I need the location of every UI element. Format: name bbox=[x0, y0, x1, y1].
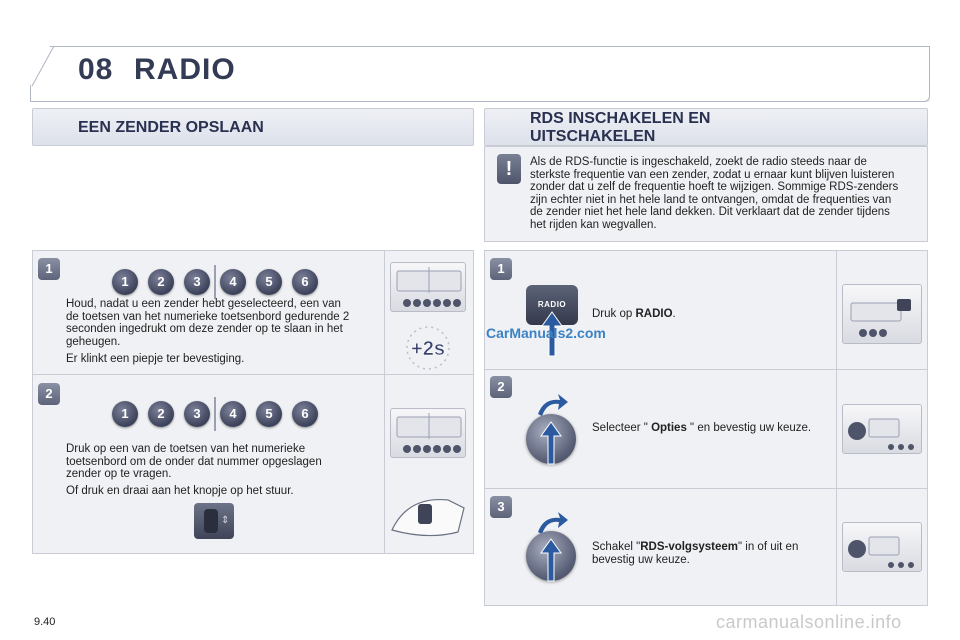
preset-key-6[interactable]: 6 bbox=[292, 269, 318, 295]
step-1-instruction: Houd, nadat u een zender hebt geselecteerd, een van de toetsen van het numerieke toetsenbord gedurende 2 seconden ingedrukt om deze zender op te slaan in het geheugen. bbox=[66, 298, 350, 348]
numeric-keypad-row bbox=[112, 397, 322, 431]
manualsonline-watermark: carmanualsonline.info bbox=[716, 612, 902, 632]
right-step-separator bbox=[484, 488, 928, 489]
radio-unit-thumbnail bbox=[842, 404, 922, 454]
right-image-column-divider bbox=[836, 250, 837, 606]
scroll-arrows-icon: ⇕ bbox=[221, 515, 230, 526]
radio-unit-thumbnail bbox=[390, 262, 466, 312]
radio-unit-thumbnail bbox=[390, 408, 466, 458]
right-section-title-line1: RDS INSCHAKELEN EN bbox=[530, 110, 711, 127]
preset-key-4[interactable]: 4 bbox=[220, 269, 246, 295]
keypad-divider bbox=[214, 397, 216, 431]
rds-warning-text: Als de RDS-functie is ingeschakeld, zoekt de radio steeds naar de sterkste frequentie van een zender, zodat u ernaar kunt blijven luisteren zonder dat u zelf de frequentie hoeft te wijzigen. Sommige RDS-zenders zijn echter niet in het hele land te ontvangen, omdat de frequenties van de zender niet het hele land dekken. Dit verklaart dat de zender tijdens het rijden kan wegvallen. bbox=[530, 156, 899, 231]
keypad-divider bbox=[214, 265, 216, 299]
preset-key-1[interactable]: 1 bbox=[112, 269, 138, 295]
preset-key-2[interactable]: 2 bbox=[148, 269, 174, 295]
warning-icon: ! bbox=[497, 154, 521, 184]
hold-2-seconds-icon bbox=[400, 324, 456, 372]
preset-key-3[interactable]: 3 bbox=[184, 401, 210, 427]
page-number: 9.40 bbox=[34, 616, 56, 628]
step-select-options-text: Selecteer " Opties " en bevestig uw keuze. bbox=[592, 422, 812, 434]
numeric-keypad-row bbox=[112, 265, 322, 299]
preset-key-6[interactable]: 6 bbox=[292, 401, 318, 427]
left-section-title: EEN ZENDER OPSLAAN bbox=[78, 119, 264, 136]
radio-unit-illustration bbox=[391, 263, 467, 313]
step-toggle-rds-text: Schakel "RDS-volgsysteem" in of uit en bevestig uw keuze. bbox=[592, 541, 799, 566]
step-number-badge: 1 bbox=[38, 258, 60, 280]
steering-column-stalk-icon bbox=[388, 486, 468, 542]
preset-key-5[interactable]: 5 bbox=[256, 401, 282, 427]
radio-unit-illustration bbox=[843, 405, 923, 455]
step-1-confirmation: Er klinkt een piepje ter bevestiging. bbox=[66, 353, 245, 365]
chapter-number: 08 bbox=[78, 53, 114, 86]
radio-unit-illustration bbox=[391, 409, 467, 459]
preset-key-5[interactable]: 5 bbox=[256, 269, 282, 295]
right-section-title-line2: UITSCHAKELEN bbox=[530, 128, 656, 145]
step-number-badge: 2 bbox=[490, 376, 512, 398]
radio-unit-thumbnail bbox=[842, 522, 922, 572]
left-step-separator bbox=[32, 374, 474, 375]
radio-unit-illustration bbox=[843, 285, 923, 345]
step-2-alternative: Of druk en draai aan het knopje op het stuur. bbox=[66, 485, 294, 497]
step-number-badge: 1 bbox=[490, 258, 512, 280]
hold-2-seconds-label: +2s bbox=[411, 338, 445, 360]
header-slant-decoration bbox=[30, 46, 56, 102]
press-arrow-icon bbox=[539, 537, 563, 583]
radio-unit-thumbnail bbox=[842, 284, 922, 344]
right-step-separator bbox=[484, 369, 928, 370]
left-image-column-divider bbox=[384, 250, 385, 554]
step-2-instruction: Druk op een van de toetsen van het numerieke toetsenbord om de onder dat nummer opgeslagen zender op te vragen. bbox=[66, 443, 322, 480]
preset-key-1[interactable]: 1 bbox=[112, 401, 138, 427]
step-number-badge: 3 bbox=[490, 496, 512, 518]
radio-button[interactable]: RADIO bbox=[526, 285, 578, 325]
press-arrow-icon bbox=[539, 420, 563, 466]
radio-unit-illustration bbox=[843, 523, 923, 573]
steering-knob-icon bbox=[204, 509, 218, 533]
chapter-title: RADIO bbox=[134, 53, 236, 86]
carmanuals-watermark: CarManuals2.com bbox=[486, 325, 606, 341]
step-number-badge: 2 bbox=[38, 383, 60, 405]
preset-key-2[interactable]: 2 bbox=[148, 401, 174, 427]
steering-wheel-control-icon bbox=[194, 503, 234, 539]
preset-key-4[interactable]: 4 bbox=[220, 401, 246, 427]
preset-key-3[interactable]: 3 bbox=[184, 269, 210, 295]
step-press-radio-text: Druk op RADIO. bbox=[592, 308, 676, 320]
